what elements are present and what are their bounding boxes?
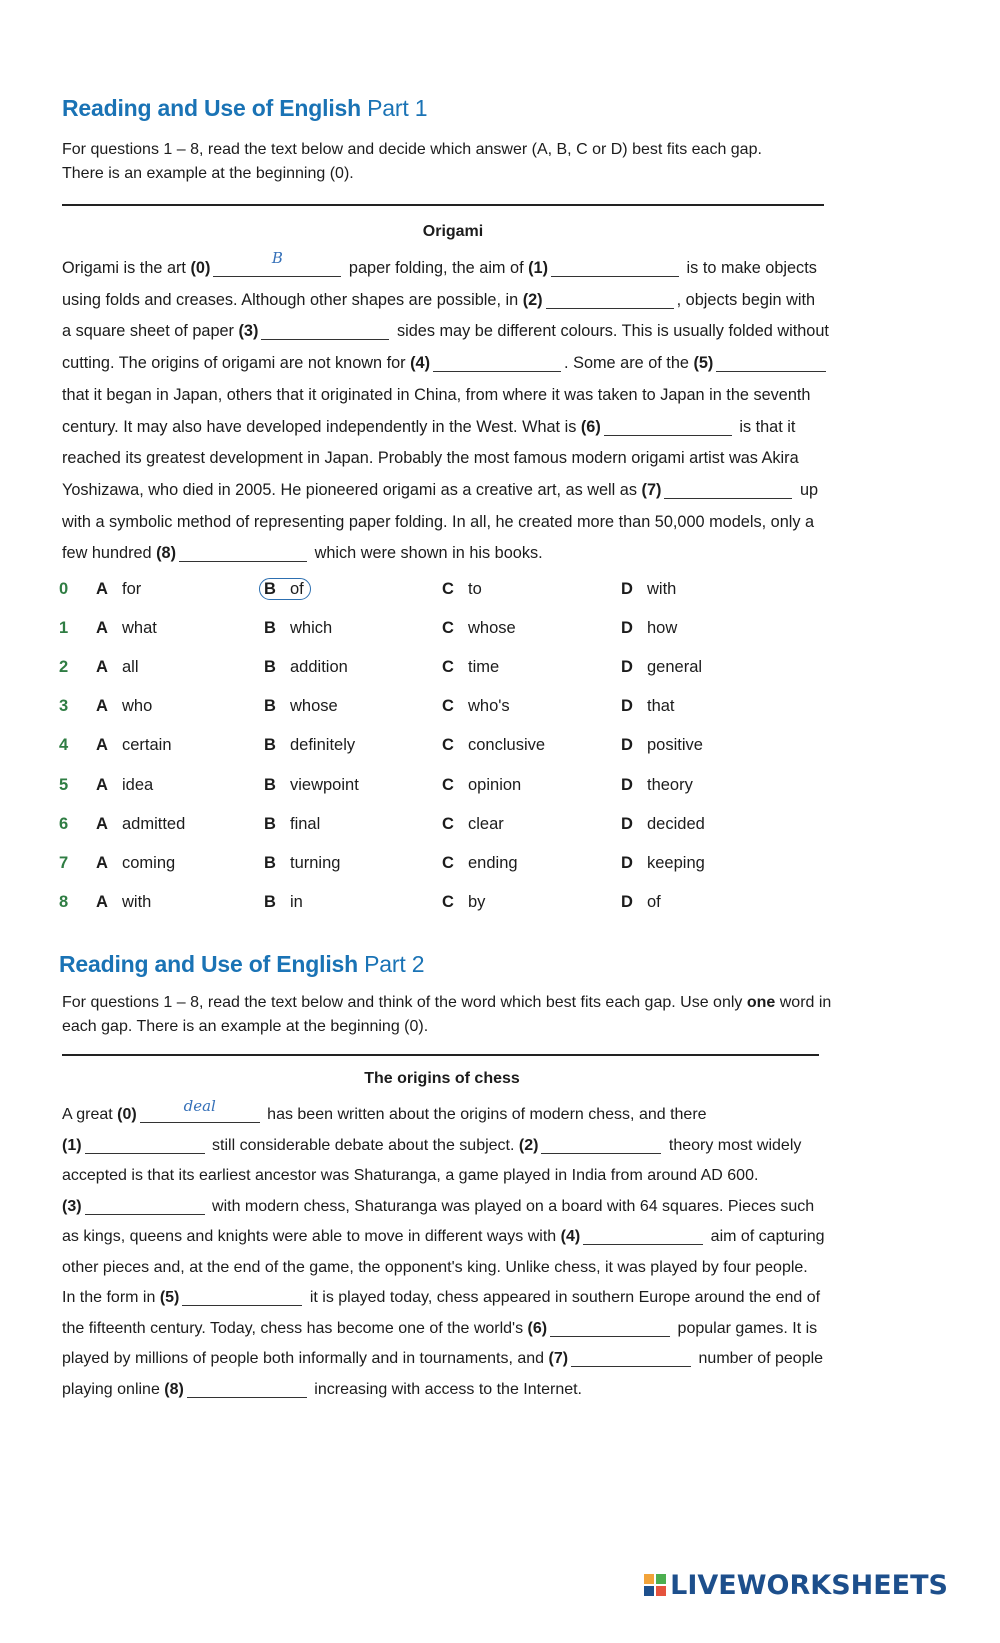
option-a-q7[interactable] bbox=[96, 854, 175, 873]
option-d-q2[interactable] bbox=[621, 658, 702, 677]
option-b-q5[interactable] bbox=[264, 776, 359, 795]
option-word: viewpoint bbox=[290, 776, 359, 794]
text-span: century. It may also have developed independently in the West. What is bbox=[62, 417, 581, 436]
option-letter: B bbox=[264, 736, 276, 754]
option-d-q0[interactable] bbox=[621, 580, 676, 599]
gap-number-3: (3) bbox=[238, 322, 259, 341]
p2-gap-number-7: (7) bbox=[548, 1350, 569, 1367]
option-d-q8[interactable] bbox=[621, 893, 661, 912]
option-letter: D bbox=[621, 658, 633, 676]
passage-line bbox=[62, 1375, 862, 1406]
gap-number-0: (0) bbox=[190, 259, 211, 277]
gap-number-7: (7) bbox=[641, 480, 662, 499]
text-span: For questions 1 – 8, read the text below and think of the word which best fits each gap. Use only bbox=[62, 994, 747, 1011]
option-b-q6[interactable] bbox=[264, 815, 320, 834]
text-span: theory most widely bbox=[664, 1136, 802, 1154]
option-word: definitely bbox=[290, 736, 356, 754]
option-wrap bbox=[442, 697, 510, 715]
option-word: theory bbox=[647, 776, 693, 794]
liveworksheets-logo-text: LIVEWORKSHEETS bbox=[670, 1570, 948, 1601]
text-span: which were shown in his books. bbox=[310, 544, 543, 563]
p2-gap-2-field[interactable] bbox=[541, 1135, 661, 1154]
part2-instructions-line1 bbox=[62, 991, 862, 1015]
text-span: A great bbox=[62, 1106, 118, 1123]
option-wrap bbox=[96, 658, 139, 676]
p2-gap-1-field[interactable] bbox=[85, 1135, 205, 1154]
option-letter: B bbox=[264, 658, 276, 676]
gap-number-6: (6) bbox=[580, 417, 601, 436]
option-a-q8[interactable] bbox=[96, 893, 151, 912]
p2-gap-7-field[interactable] bbox=[571, 1348, 691, 1367]
part2-heading-part: Part 2 bbox=[364, 951, 425, 977]
text-span: , objects begin with bbox=[676, 290, 816, 309]
option-word: who bbox=[122, 697, 153, 715]
gap-8-field[interactable] bbox=[179, 543, 307, 562]
option-d-q7[interactable] bbox=[621, 854, 705, 873]
option-letter: B bbox=[264, 619, 276, 637]
option-wrap bbox=[264, 815, 320, 833]
passage-line bbox=[62, 348, 862, 380]
text-span: Yoshizawa, who died in 2005. He pioneered origami as a creative art, as well as bbox=[62, 480, 642, 499]
option-wrap bbox=[96, 580, 141, 598]
option-word: with bbox=[647, 580, 677, 598]
option-wrap bbox=[442, 580, 482, 598]
question-number: 5 bbox=[59, 776, 69, 794]
gap-number-2: (2) bbox=[522, 290, 543, 309]
option-letter: A bbox=[96, 580, 108, 598]
question-number: 2 bbox=[59, 658, 69, 676]
text-span: up bbox=[795, 480, 819, 499]
option-b-q7[interactable] bbox=[264, 854, 340, 873]
option-word: positive bbox=[647, 736, 703, 754]
text-span: using folds and creases. Although other shapes are possible, in bbox=[62, 290, 523, 309]
option-word: whose bbox=[468, 619, 516, 637]
part1-instructions bbox=[62, 138, 852, 186]
passage-line bbox=[62, 249, 862, 285]
text-span: the fifteenth century. Today, chess has become one of the world's bbox=[62, 1319, 528, 1337]
option-c-q6[interactable] bbox=[442, 815, 504, 834]
question-number: 8 bbox=[59, 893, 69, 911]
text-span: sides may be different colours. This is usually folded without bbox=[392, 322, 829, 341]
gap-5-field[interactable] bbox=[716, 353, 826, 372]
option-a-q2[interactable] bbox=[96, 658, 139, 677]
option-letter: B bbox=[264, 893, 276, 911]
option-wrap bbox=[264, 697, 338, 715]
passage-line: with a symbolic method of representing paper folding. In all, he created more than 50,000 models, only a bbox=[62, 512, 815, 531]
option-letter: C bbox=[442, 697, 454, 715]
option-c-q5[interactable] bbox=[442, 776, 521, 795]
question-number: 1 bbox=[59, 619, 69, 637]
option-word: general bbox=[647, 658, 703, 676]
option-letter: D bbox=[621, 776, 633, 794]
part2-instructions-line2: each gap. There is an example at the beginning (0). bbox=[62, 1018, 429, 1035]
gap-6-field[interactable] bbox=[604, 417, 732, 436]
option-wrap bbox=[96, 619, 157, 637]
text-span: one bbox=[746, 994, 776, 1011]
gap-2-field[interactable] bbox=[546, 290, 674, 309]
part2-heading bbox=[59, 951, 424, 978]
option-letter: B bbox=[264, 776, 276, 794]
text-span: with modern chess, Shaturanga was played on a board with 64 squares. Pieces such bbox=[207, 1197, 815, 1215]
part1-instructions-line2: There is an example at the beginning (0). bbox=[62, 165, 354, 182]
option-b-q4[interactable] bbox=[264, 736, 355, 755]
question-number: 7 bbox=[59, 854, 69, 872]
option-letter: A bbox=[96, 854, 108, 872]
p2-gap-8-field[interactable] bbox=[187, 1379, 307, 1398]
part1-heading-title: Reading and Use of English bbox=[62, 95, 361, 121]
option-wrap bbox=[621, 776, 693, 794]
option-letter: A bbox=[96, 815, 108, 833]
part1-heading-part: Part 1 bbox=[367, 95, 428, 121]
option-c-q8[interactable] bbox=[442, 893, 485, 912]
option-a-q5[interactable] bbox=[96, 776, 153, 795]
gap-3-field[interactable] bbox=[261, 321, 389, 340]
option-wrap bbox=[442, 815, 504, 833]
option-c-q7[interactable] bbox=[442, 854, 518, 873]
option-wrap bbox=[442, 619, 516, 637]
option-letter: A bbox=[96, 619, 108, 637]
option-letter: D bbox=[621, 854, 633, 872]
text-span: playing online bbox=[62, 1380, 165, 1398]
p2-gap-4-field[interactable] bbox=[583, 1226, 703, 1245]
p2-gap-3-field[interactable] bbox=[85, 1196, 205, 1215]
passage-line bbox=[62, 412, 862, 444]
option-letter: A bbox=[96, 893, 108, 911]
text-span: paper folding, the aim of bbox=[344, 259, 529, 277]
passage-line bbox=[62, 1192, 862, 1223]
p2-gap-number-8: (8) bbox=[164, 1380, 184, 1398]
option-word: certain bbox=[122, 736, 172, 754]
option-word: whose bbox=[290, 697, 338, 715]
p2-gap-number-5: (5) bbox=[159, 1289, 180, 1306]
option-wrap bbox=[96, 815, 185, 833]
liveworksheets-logo-icon bbox=[644, 1574, 666, 1596]
option-letter: C bbox=[442, 776, 454, 794]
option-d-q1[interactable] bbox=[621, 619, 677, 638]
option-word: conclusive bbox=[468, 736, 546, 754]
option-wrap bbox=[442, 736, 545, 754]
part1-text-title: Origami bbox=[422, 223, 484, 240]
option-word: clear bbox=[468, 815, 504, 833]
p2-gap-number-6: (6) bbox=[527, 1319, 548, 1337]
option-a-q6[interactable] bbox=[96, 815, 185, 834]
gap-1-field[interactable] bbox=[551, 258, 679, 277]
part2-divider bbox=[62, 1054, 819, 1056]
option-letter: D bbox=[621, 893, 633, 911]
option-letter: B bbox=[264, 580, 276, 598]
option-c-q1[interactable] bbox=[442, 619, 516, 638]
p2-gap-0-field[interactable] bbox=[140, 1096, 260, 1123]
p2-gap-number-1: (1) bbox=[62, 1136, 82, 1154]
option-wrap bbox=[621, 815, 705, 833]
text-span: is to make objects bbox=[682, 259, 817, 277]
text-span: as kings, queens and knights were able to move in different ways with bbox=[62, 1228, 561, 1245]
option-letter: C bbox=[442, 815, 454, 833]
question-number: 4 bbox=[59, 736, 69, 754]
part2-instructions bbox=[62, 991, 862, 1039]
option-d-q5[interactable] bbox=[621, 776, 693, 795]
passage-line bbox=[62, 1283, 862, 1314]
option-word: decided bbox=[647, 815, 705, 833]
option-word: final bbox=[290, 815, 321, 833]
option-letter: D bbox=[621, 815, 633, 833]
part2-passage bbox=[62, 1096, 862, 1405]
p2-gap-0-answer: deal bbox=[183, 1096, 216, 1115]
text-span: a square sheet of paper bbox=[62, 322, 239, 341]
option-word: addition bbox=[290, 658, 348, 676]
option-wrap bbox=[621, 893, 661, 911]
option-word: ending bbox=[468, 854, 518, 872]
option-wrap bbox=[442, 854, 518, 872]
option-wrap bbox=[621, 619, 677, 637]
gap-number-8: (8) bbox=[156, 544, 177, 563]
question-number: 0 bbox=[59, 580, 69, 598]
text-span: popular games. It is bbox=[673, 1319, 818, 1337]
option-letter: A bbox=[96, 697, 108, 715]
option-d-q3[interactable] bbox=[621, 697, 675, 716]
text-span: has been written about the origins of modern chess, and there bbox=[262, 1106, 707, 1123]
option-letter: D bbox=[621, 580, 633, 598]
option-a-q3[interactable] bbox=[96, 697, 152, 716]
part1-heading bbox=[62, 95, 427, 122]
option-word: all bbox=[122, 658, 139, 676]
option-wrap bbox=[264, 776, 359, 794]
option-wrap bbox=[264, 619, 332, 637]
passage-line bbox=[62, 1344, 862, 1375]
option-a-q0[interactable] bbox=[96, 580, 141, 599]
selected-answer-circle bbox=[259, 578, 311, 600]
p2-gap-number-3: (3) bbox=[62, 1197, 82, 1215]
part2-text-title: The origins of chess bbox=[364, 1070, 520, 1087]
p2-gap-number-2: (2) bbox=[518, 1136, 539, 1154]
passage-line: reached its greatest development in Japan. Probably the most famous modern origami artist was Akira bbox=[62, 449, 799, 468]
passage-line bbox=[62, 316, 862, 348]
option-c-q0[interactable] bbox=[442, 580, 482, 599]
option-word: that bbox=[647, 697, 675, 715]
passage-line bbox=[62, 538, 862, 570]
p2-gap-5-field[interactable] bbox=[182, 1287, 302, 1306]
option-c-q4[interactable] bbox=[442, 736, 545, 755]
option-wrap bbox=[264, 658, 348, 676]
option-b-q0[interactable] bbox=[264, 580, 311, 599]
option-a-q1[interactable] bbox=[96, 619, 157, 638]
option-wrap bbox=[442, 893, 485, 911]
passage-line bbox=[62, 1131, 862, 1162]
passage-line bbox=[62, 1096, 862, 1131]
option-wrap bbox=[96, 776, 153, 794]
option-wrap bbox=[96, 736, 172, 754]
option-word: with bbox=[122, 893, 152, 911]
option-wrap bbox=[96, 854, 175, 872]
passage-line: accepted is that its earliest ancestor was Shaturanga, a game played in India from around AD 600. bbox=[62, 1167, 759, 1184]
text-span: Origami is the art bbox=[62, 259, 191, 277]
option-word: to bbox=[468, 580, 482, 598]
text-span: played by millions of people both informally and in tournaments, and bbox=[62, 1350, 549, 1367]
option-letter: D bbox=[621, 619, 633, 637]
passage-line bbox=[62, 1222, 862, 1253]
text-span: still considerable debate about the subject. bbox=[207, 1136, 519, 1154]
option-word: of bbox=[290, 580, 304, 598]
gap-4-field[interactable] bbox=[433, 353, 561, 372]
text-span: increasing with access to the Internet. bbox=[309, 1380, 582, 1398]
option-word: time bbox=[468, 658, 500, 676]
option-letter: A bbox=[96, 736, 108, 754]
option-b-q2[interactable] bbox=[264, 658, 348, 677]
option-word: coming bbox=[122, 854, 176, 872]
option-word: by bbox=[468, 893, 486, 911]
option-word: turning bbox=[290, 854, 341, 872]
option-word: for bbox=[122, 580, 142, 598]
option-letter: B bbox=[264, 815, 276, 833]
option-word: opinion bbox=[468, 776, 522, 794]
passage-line bbox=[62, 475, 862, 507]
option-wrap bbox=[621, 854, 705, 872]
option-wrap bbox=[621, 658, 702, 676]
p2-gap-number-4: (4) bbox=[560, 1228, 581, 1245]
gap-number-5: (5) bbox=[693, 354, 714, 373]
p2-gap-6-field[interactable] bbox=[550, 1318, 670, 1337]
option-wrap bbox=[442, 776, 521, 794]
text-span: In the form in bbox=[62, 1289, 160, 1306]
option-b-q8[interactable] bbox=[264, 893, 303, 912]
option-word: idea bbox=[122, 776, 154, 794]
option-b-q3[interactable] bbox=[264, 697, 338, 716]
question-number: 3 bbox=[59, 697, 69, 715]
option-letter: D bbox=[621, 736, 633, 754]
option-letter: B bbox=[264, 854, 276, 872]
option-wrap bbox=[264, 854, 340, 872]
option-a-q4[interactable] bbox=[96, 736, 172, 755]
option-word: in bbox=[290, 893, 303, 911]
option-letter: C bbox=[442, 658, 454, 676]
option-letter: C bbox=[442, 619, 454, 637]
part1-passage bbox=[62, 249, 862, 570]
option-letter: A bbox=[96, 658, 108, 676]
option-wrap bbox=[264, 893, 303, 911]
text-span: number of people bbox=[694, 1350, 824, 1367]
text-span: it is played today, chess appeared in southern Europe around the end of bbox=[305, 1289, 821, 1306]
option-c-q2[interactable] bbox=[442, 658, 499, 677]
option-word: keeping bbox=[647, 854, 705, 872]
option-wrap bbox=[621, 580, 676, 598]
part1-instructions-line1: For questions 1 – 8, read the text below and decide which answer (A, B, C or D) best fits each gap. bbox=[62, 141, 762, 158]
text-span: word in bbox=[775, 994, 832, 1011]
part1-divider bbox=[62, 204, 824, 206]
p2-gap-number-0: (0) bbox=[117, 1106, 137, 1123]
option-c-q3[interactable] bbox=[442, 697, 510, 716]
option-wrap bbox=[442, 658, 499, 676]
gap-0-field[interactable] bbox=[213, 249, 341, 277]
option-d-q6[interactable] bbox=[621, 815, 705, 834]
option-letter: C bbox=[442, 736, 454, 754]
option-word: how bbox=[647, 619, 678, 637]
option-letter: C bbox=[442, 854, 454, 872]
gap-number-4: (4) bbox=[410, 354, 431, 373]
gap-0-answer: B bbox=[271, 249, 283, 268]
passage-line: other pieces and, at the end of the game, the opponent's king. Unlike chess, it was played by four people. bbox=[62, 1258, 808, 1276]
option-letter: B bbox=[264, 697, 276, 715]
option-word: who's bbox=[468, 697, 510, 715]
text-span: is that it bbox=[734, 417, 796, 436]
option-letter: A bbox=[96, 776, 108, 794]
text-span: few hundred bbox=[62, 544, 157, 563]
liveworksheets-logo bbox=[644, 1570, 948, 1600]
option-word: admitted bbox=[122, 815, 186, 833]
option-wrap bbox=[264, 736, 355, 754]
option-word: of bbox=[647, 893, 661, 911]
passage-line bbox=[62, 1314, 862, 1345]
part2-heading-title: Reading and Use of English bbox=[59, 951, 358, 977]
text-span: aim of capturing bbox=[706, 1228, 825, 1245]
passage-line bbox=[62, 285, 862, 317]
gap-number-1: (1) bbox=[528, 259, 549, 277]
text-span: . Some are of the bbox=[564, 354, 694, 373]
option-d-q4[interactable] bbox=[621, 736, 703, 755]
gap-7-field[interactable] bbox=[664, 480, 792, 499]
passage-line: that it began in Japan, others that it originated in China, from where it was taken to Japan in the seventh bbox=[62, 385, 811, 404]
question-number: 6 bbox=[59, 815, 69, 833]
option-wrap bbox=[96, 697, 152, 715]
option-letter: C bbox=[442, 893, 454, 911]
option-letter: D bbox=[621, 697, 633, 715]
text-span: cutting. The origins of origami are not known for bbox=[62, 354, 411, 373]
option-wrap bbox=[621, 736, 703, 754]
option-word: which bbox=[290, 619, 333, 637]
option-word: what bbox=[122, 619, 157, 637]
option-wrap bbox=[96, 893, 151, 911]
option-b-q1[interactable] bbox=[264, 619, 332, 638]
option-wrap bbox=[621, 697, 675, 715]
option-letter: C bbox=[442, 580, 454, 598]
